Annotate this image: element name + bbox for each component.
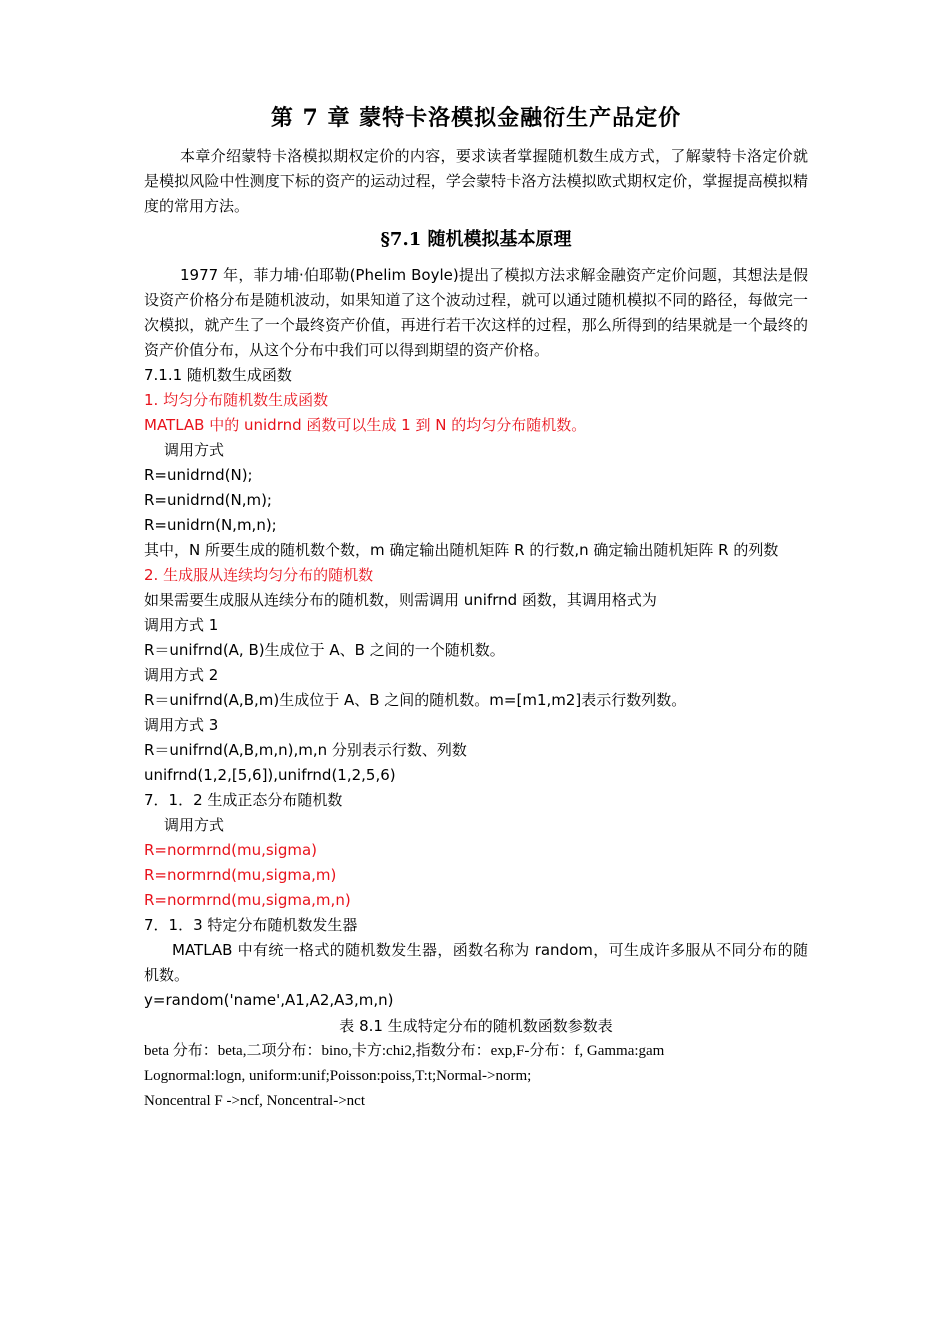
- code-line: R=normrnd(mu,sigma): [144, 841, 318, 859]
- call-label: 调用方式: [164, 816, 225, 834]
- unidrnd-explanation: 其中，N 所要生成的随机数个数，m 确定输出随机矩阵 R 的行数,n 确定输出随机矩阵 R 的列数: [144, 541, 779, 559]
- section-title: §7.1 随机模拟基本原理: [380, 229, 572, 250]
- subsection-7-1-2: 7．1．2 生成正态分布随机数: [144, 791, 343, 809]
- continuous-heading: 2. 生成服从连续均匀分布的随机数: [144, 566, 374, 584]
- random-description: MATLAB 中有统一格式的随机数发生器，函数名称为 random，可生成许多服从不同分布的随机数。: [144, 941, 808, 984]
- mode-label: 调用方式 1: [144, 616, 219, 634]
- mode-label: 调用方式 3: [144, 716, 219, 734]
- code-line: R=normrnd(mu,sigma,m): [144, 866, 337, 884]
- uniform-description: MATLAB 中的 unidrnd 函数可以生成 1 到 N 的均匀分布随机数。: [144, 416, 587, 434]
- continuous-description: 如果需要生成服从连续分布的随机数，则需调用 unifrnd 函数，其调用格式为: [144, 591, 657, 609]
- table-caption: 表 8.1 生成特定分布的随机数函数参数表: [339, 1017, 613, 1035]
- uniform-heading: 1. 均匀分布随机数生成函数: [144, 391, 329, 409]
- code-line: R=normrnd(mu,sigma,m,n): [144, 891, 351, 909]
- code-line: R=unidrnd(N);: [144, 466, 253, 484]
- mode-label: 调用方式 2: [144, 666, 219, 684]
- code-line: R＝unifrnd(A,B,m,n),m,n 分别表示行数、列数: [144, 741, 467, 759]
- distribution-list-line: Noncentral F ->ncf, Noncentral->nct: [144, 1093, 366, 1109]
- subsection-7-1-1: 7.1.1 随机数生成函数: [144, 366, 292, 384]
- code-line: R=unidrn(N,m,n);: [144, 516, 277, 534]
- code-line: y=random('name',A1,A2,A3,m,n): [144, 991, 394, 1009]
- code-line: R＝unifrnd(A,B,m)生成位于 A、B 之间的随机数。m=[m1,m2]表示行数列数。: [144, 691, 687, 709]
- section-paragraph: 1977 年，菲力埔·伯耶勒(Phelim Boyle)提出了模拟方法求解金融资产定价问题，其想法是假设资产价格分布是随机波动，如果知道了这个波动过程，就可以通过随机模拟不同的路径，每做完一次模拟，就产生了一个最终资产价值，再进行若干次这样的过程，那么所得到的结果就是一个最终的资产价值分布，从这个分布中我们可以得到期望的资产价格。: [144, 266, 808, 359]
- code-line: R＝unifrnd(A, B)生成位于 A、B 之间的一个随机数。: [144, 641, 505, 659]
- chapter-title: 第 7 章 蒙特卡洛模拟金融衍生产品定价: [270, 105, 682, 131]
- distribution-list-line: Lognormal:logn, uniform:unif;Poisson:poiss,T:t;Normal->norm;: [144, 1068, 532, 1084]
- call-label: 调用方式: [164, 441, 225, 459]
- code-line: unifrnd(1,2,[5,6]),unifrnd(1,2,5,6): [144, 766, 396, 784]
- code-line: R=unidrnd(N,m);: [144, 491, 272, 509]
- subsection-7-1-3: 7．1．3 特定分布随机数发生器: [144, 916, 358, 934]
- chapter-intro: 本章介绍蒙特卡洛模拟期权定价的内容，要求读者掌握随机数生成方式，了解蒙特卡洛定价就是模拟风险中性测度下标的资产的运动过程，学会蒙特卡洛方法模拟欧式期权定价，掌握提高模拟精度的常用方法。: [144, 147, 808, 215]
- document-page: [144, 100, 808, 1114]
- distribution-list-line: beta 分布：beta,二项分布：bino,卡方:chi2,指数分布：exp,F-分布：f, Gamma:gam: [144, 1043, 665, 1059]
